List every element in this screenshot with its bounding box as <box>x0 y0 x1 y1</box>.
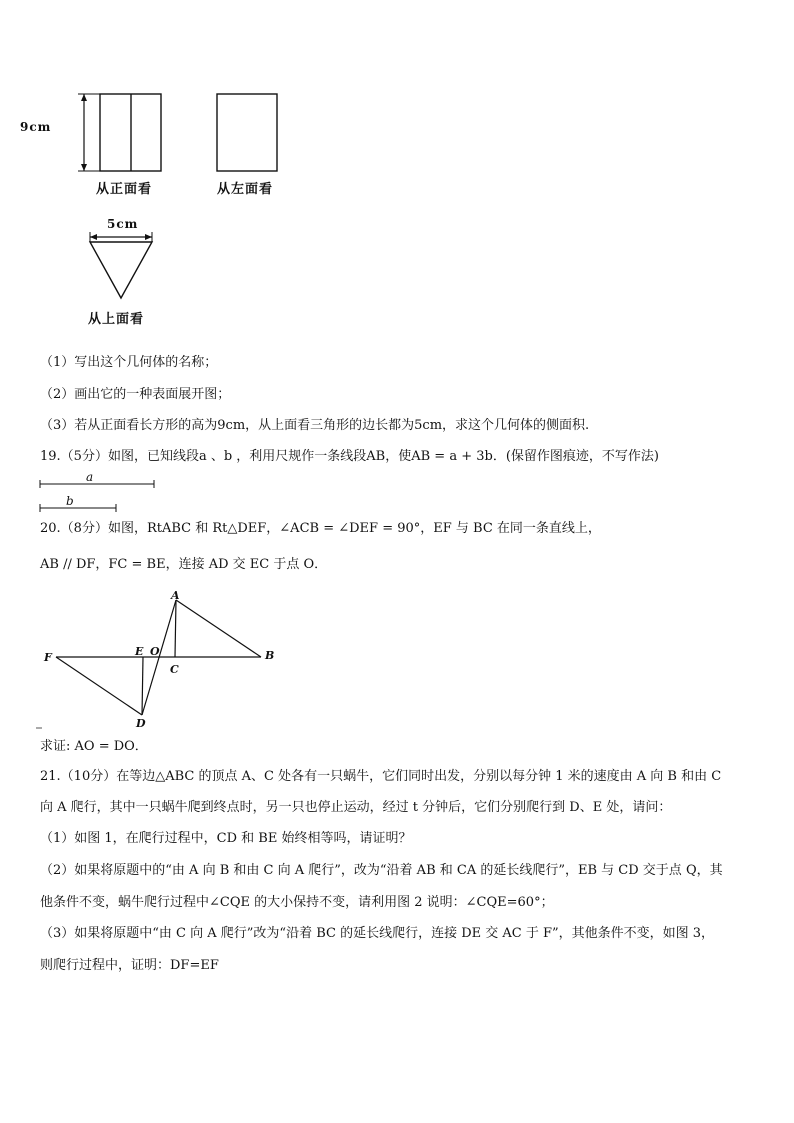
q18-part2: （2）画出它的一种表面展开图； <box>40 387 231 402</box>
q18-part3: （3）若从正面看长方形的高为9cm，从上面看三角形的边长都为5cm，求这个几何体的侧面积. <box>40 418 590 433</box>
segment-b-label: b <box>66 494 74 508</box>
segment-a-label: a <box>86 470 94 484</box>
top-view-caption: 从上面看 <box>88 312 145 327</box>
q21-part3-line1: （3）如果将原题中“由 C 向 A 爬行”改为“沿着 BC 的延长线爬行，连接 DE 交 AC 于 F”，其他条件不变，如图 3， <box>40 926 715 941</box>
q20-figure <box>36 590 296 740</box>
left-view-figure <box>210 90 290 175</box>
q20-line2: AB // DF，FC = BE，连接 AD 交 EC 于点 O． <box>40 557 328 572</box>
q18-part1: （1）写出这个几何体的名称； <box>40 355 218 370</box>
front-view-figure <box>40 85 180 185</box>
top-view-figure <box>82 228 162 303</box>
q20-line1: 20.（8分）如图，RtABC 和 Rt△DEF，∠ACB = ∠DEF = 90°，EF 与 BC 在同一条直线上， <box>40 521 601 536</box>
point-B: B <box>265 649 275 662</box>
point-E: E <box>135 645 144 658</box>
q21-part3-line2: 则爬行过程中，证明：DF=EF <box>40 958 219 973</box>
front-view-caption: 从正面看 <box>96 182 153 197</box>
point-D: D <box>136 717 146 730</box>
point-O: O <box>150 645 160 658</box>
q21-line1: 21.（10分）在等边△ABC 的顶点 A、C 处各有一只蜗牛，它们同时出发，分别以每分钟 1 米的速度由 A 向 B 和由 C <box>40 769 722 784</box>
point-C: C <box>170 663 179 676</box>
point-A: A <box>171 589 180 602</box>
q19-text: 19.（5分）如图，已知线段a 、b ，利用尺规作一条线段AB，使AB = a + 3b．(保留作图痕迹，不写作法) <box>40 449 659 464</box>
q21-part1: （1）如图 1，在爬行过程中，CD 和 BE 始终相等吗，请证明？ <box>40 831 412 846</box>
point-F: F <box>44 651 52 664</box>
top-width-label: 5cm <box>107 217 139 231</box>
q20-prove: 求证: AO = DO． <box>40 739 148 754</box>
q21-part2-line2: 他条件不变，蜗牛爬行过程中∠CQE 的大小保持不变，请利用图 2 说明：∠CQE=60°； <box>40 895 554 910</box>
left-view-caption: 从左面看 <box>217 182 274 197</box>
q19-segments <box>36 466 166 514</box>
q21-part2-line1: （2）如果将原题中的“由 A 向 B 和由 C 向 A 爬行”，改为“沿着 AB 和 CA 的延长线爬行”，EB 与 CD 交于点 Q，其 <box>40 863 723 878</box>
height-label: 9cm <box>20 120 52 134</box>
q21-line2: 向 A 爬行，其中一只蜗牛爬到终点时，另一只也停止运动，经过 t 分钟后，它们分别爬行到 D、E 处，请问： <box>40 800 672 815</box>
